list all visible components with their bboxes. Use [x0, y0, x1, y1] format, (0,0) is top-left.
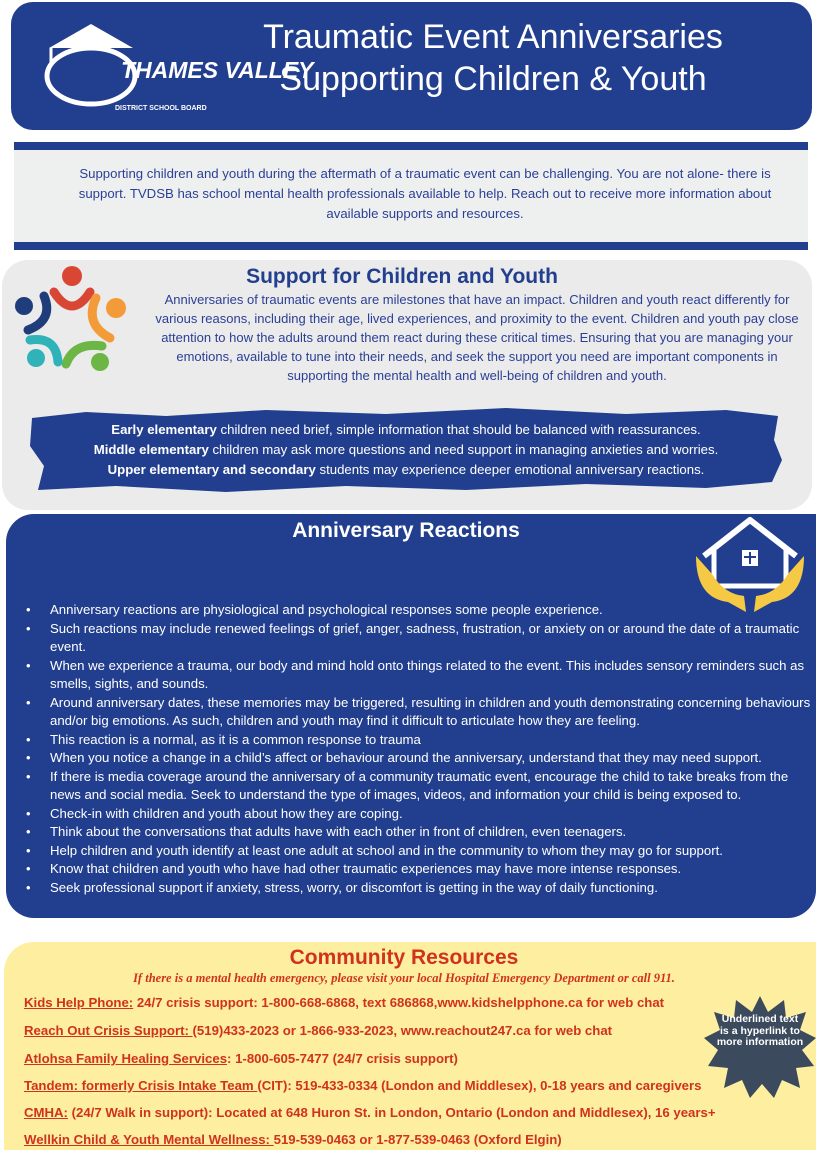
list-item: • When you notice a change in a child’s affect or behaviour around the anniversary, understand that they may need support.	[26, 749, 816, 768]
atlohsa-link[interactable]: Atlohsa Family Healing Services	[24, 1051, 228, 1066]
list-item: • Such reactions may include renewed feelings of grief, anger, sadness, frustration, or anxiety on or around the date of a traumatic event.	[26, 620, 816, 657]
page-title	[223, 16, 763, 100]
list-item: • Check-in with children and youth about how they are coping.	[26, 805, 816, 824]
hyperlink-note: Underlined text is a hyperlink to more information	[716, 1013, 804, 1048]
list-item: • Know that children and youth who have had other traumatic experiences may have more intense responses.	[26, 860, 816, 879]
resource-tandem: Tandem: formerly Crisis Intake Team (CIT): 519-433-0334 (London and Middlesex), 0-18 years and caregivers	[24, 1078, 702, 1093]
resource-atlohsa: Atlohsa Family Healing Services: 1-800-605-7477 (24/7 crisis support)	[24, 1051, 458, 1066]
list-item: • Think about the conversations that adults have with each other in front of children, even teenagers.	[26, 823, 816, 842]
list-item: • Anniversary reactions are physiological and psychological responses some people experience.	[26, 601, 816, 620]
list-item: • Help children and youth identify at least one adult at school and in the community to whom they may go for support.	[26, 842, 816, 861]
title-line-2: Supporting Children & Youth	[279, 60, 707, 98]
list-item: • If there is media coverage around the anniversary of a community traumatic event, encourage the child to take breaks from the news and social media. Seek to understand the type of images, videos, and information your child is being exposed to.	[26, 768, 816, 805]
title-line-1: Traumatic Event Anniversaries	[263, 18, 723, 56]
support-title: Support for Children and Youth	[246, 265, 558, 288]
intro-bottom-rule	[14, 242, 808, 250]
support-text: Anniversaries of traumatic events are milestones that have an impact. Children and youth react differently for various reasons, including their age, lived experiences, and proximity to the event. Children and youth pay close attention to how the adults around them react during these critical times. Ensuring that you are managing your emotions, available to tune into their needs, and seek the support you need are important components in supporting the mental health and well-being of children and youth.	[155, 292, 799, 383]
wellkin-link[interactable]: Wellkin Child & Youth Mental Wellness:	[24, 1132, 274, 1147]
resource-kids-help-phone: Kids Help Phone: 24/7 crisis support: 1-800-668-6868, text 686868,www.kidshelpphone.ca for web chat	[24, 995, 665, 1010]
level-line: Upper elementary and secondary students may experience deeper emotional anniversary reactions.	[107, 462, 705, 477]
tandem-link[interactable]: Tandem: formerly Crisis Intake Team	[24, 1078, 258, 1093]
emergency-notice: If there is a mental health emergency, please visit your local Hospital Emergency Department or call 911.	[133, 971, 675, 985]
reactions-section	[6, 514, 816, 918]
reactions-title: Anniversary Reactions	[292, 519, 520, 542]
list-item: • Around anniversary dates, these memories may be triggered, resulting in children and youth demonstrating concerning behaviours and/or big emotions. As such, children and youth may find it difficult to articulate how they are feeling.	[26, 694, 816, 731]
logo-name: THAMES VALLEY	[121, 57, 314, 83]
header-banner	[11, 2, 812, 130]
list-item: • Seek professional support if anxiety, stress, worry, or discomfort is getting in the way of daily functioning.	[26, 879, 816, 898]
thames-valley-logo	[29, 18, 314, 118]
resource-wellkin: Wellkin Child & Youth Mental Wellness: 519-539-0463 or 1-877-539-0463 (Oxford Elgin)	[24, 1132, 562, 1147]
reach-out-link[interactable]: Reach Out Crisis Support:	[24, 1023, 193, 1038]
cmha-link[interactable]: CMHA:	[24, 1105, 68, 1120]
intro-top-rule	[14, 142, 808, 150]
intro-panel	[14, 150, 808, 242]
resources-title: Community Resources	[289, 946, 519, 969]
resource-reach-out: Reach Out Crisis Support: (519)433-2023 or 1-866-933-2023, www.reachout247.ca for web chat	[24, 1023, 613, 1038]
level-line: Middle elementary children may ask more questions and need support in managing anxieties and worries.	[93, 442, 719, 457]
reactions-list	[26, 601, 816, 897]
age-levels	[36, 420, 776, 480]
kids-help-phone-link[interactable]: Kids Help Phone:	[24, 995, 134, 1010]
people-circle-icon	[14, 262, 129, 372]
list-item: • This reaction is a normal, as it is a common response to trauma	[26, 731, 816, 750]
level-line: Early elementary children need brief, simple information that should be balanced with reassurances.	[111, 422, 701, 437]
list-item: • When we experience a trauma, our body and mind hold onto things related to the event. This includes sensory reminders such as smells, sights, and sounds.	[26, 657, 816, 694]
intro-text: Supporting children and youth during the aftermath of a traumatic event can be challenging. You are not alone- there is support. TVDSB has school mental health professionals available to help. Reach out to receive more information about available supports and resources.	[78, 166, 772, 221]
resource-cmha: CMHA: (24/7 Walk in support): Located at 648 Huron St. in London, Ontario (London and Middlesex), 16 years+	[24, 1105, 716, 1120]
logo-subtitle: DISTRICT SCHOOL BOARD	[115, 105, 207, 112]
resources-section	[4, 942, 816, 1150]
